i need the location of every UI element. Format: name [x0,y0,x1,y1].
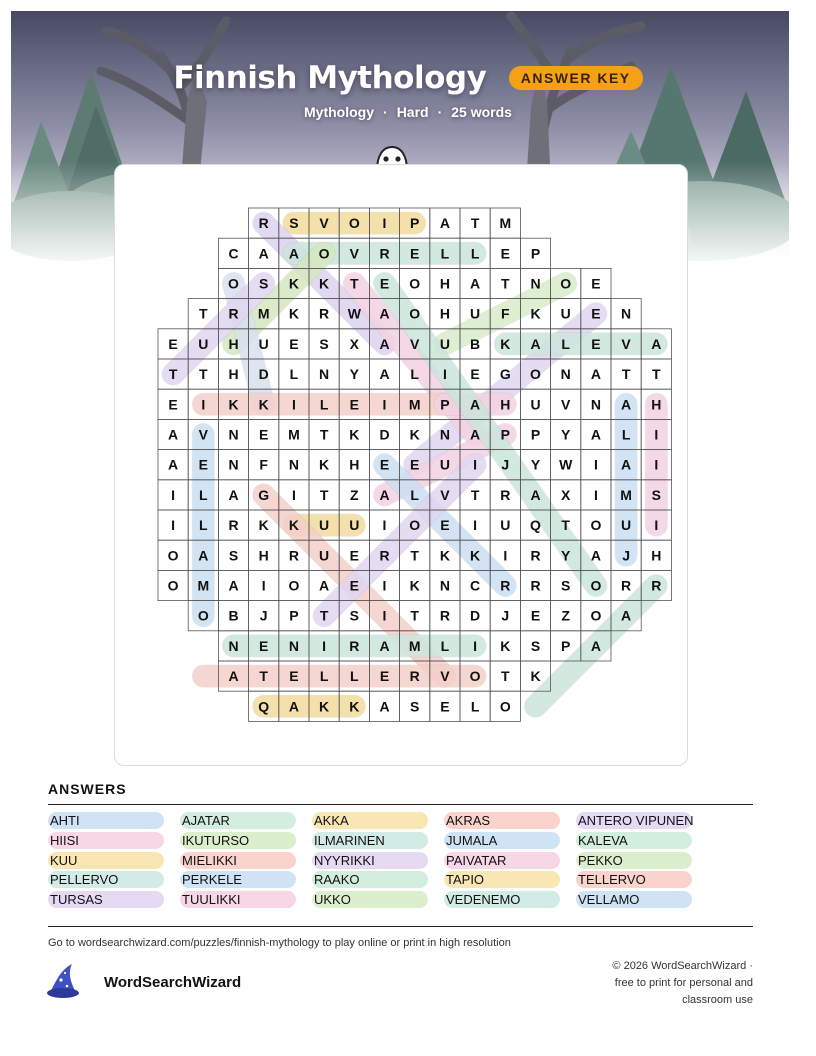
grid-letter: K [228,396,239,413]
answer-word: KUU [48,852,164,869]
answer-key-badge: ANSWER KEY [509,66,643,90]
grid-letter: T [652,366,661,383]
grid-letter: D [379,426,390,443]
grid-letter: E [530,607,541,624]
grid-letter: O [167,577,179,594]
grid-letter: T [501,668,510,685]
title-row [0,60,816,96]
grid-letter: L [621,426,631,443]
grid-letter: V [410,335,420,352]
grid-letter: J [501,607,510,624]
grid-letter: K [319,275,330,292]
grid-letter: E [379,668,390,685]
grid-letter: Z [561,607,570,624]
footer-link-text: Go to wordsearchwizard.com/puzzles/finnish-mythology to play online or print in high resolution [48,937,511,949]
grid-letter: H [349,456,360,473]
grid-letter: H [500,396,511,413]
grid-letter: U [439,456,450,473]
grid-letter: U [198,335,209,352]
grid-letter: E [591,335,601,352]
wizard-hat-icon [46,962,80,1000]
grid-letter: A [288,245,299,262]
grid-letter: E [349,547,359,564]
grid-letter: A [228,486,239,503]
grid-letter: E [591,275,601,292]
grid-letter: A [470,396,481,413]
grid-letter: K [258,517,269,534]
grid-letter: V [561,396,571,413]
grid-letter: K [258,396,269,413]
grid-letter: T [199,305,208,322]
grid-letter: L [410,366,419,383]
grid-letter: H [258,547,269,564]
grid-letter: L [319,396,329,413]
grid-letter: L [199,517,208,534]
grid-letter: R [288,547,299,564]
grid-letter: X [561,486,571,503]
grid-letter: O [590,607,602,624]
grid-letter: K [500,335,511,352]
grid-letter: S [319,335,329,352]
grid-letter: F [259,456,268,473]
grid-letter: A [530,335,541,352]
grid-letter: P [410,215,420,232]
grid-letter: T [199,366,208,383]
grid-letter: L [440,245,450,262]
grid-letter: K [319,456,330,473]
grid-letter: T [621,366,631,383]
grid-letter: F [501,305,510,322]
grid-letter: Y [561,426,571,443]
grid-letter: P [500,426,510,443]
grid-letter: C [228,245,239,262]
answer-word: TUULIKKI [180,891,296,908]
grid-letter: V [198,426,208,443]
grid-letter: W [347,305,361,322]
grid-letter: U [470,305,481,322]
grid-letter: A [470,275,481,292]
grid-letter: L [199,486,208,503]
answer-word: VEDENEMO [444,891,560,908]
grid-letter: E [440,517,450,534]
grid-letter: K [409,426,420,443]
grid-letter: K [319,698,330,715]
grid-letter: M [620,486,632,503]
grid-letter: E [410,456,420,473]
grid-letter: R [409,668,420,685]
grid-letter: K [530,668,541,685]
grid-letter: A [379,486,390,503]
grid-letter: P [289,607,299,624]
copyright-line: © 2026 WordSearchWizard · [612,960,753,972]
grid-letter: U [530,396,541,413]
grid-letter: H [228,335,239,352]
grid-letter: E [259,637,269,654]
grid-letter: X [349,335,359,352]
grid-letter: O [530,366,541,383]
grid-letter: T [319,607,329,624]
grid-letter: K [288,275,299,292]
grid-letter: V [440,668,450,685]
answer-word: PELLERVO [48,871,164,888]
grid-letter: I [473,517,478,534]
grid-letter: L [319,668,329,685]
grid-letter: N [621,305,632,322]
grid-letter: R [349,637,360,654]
grid-letter: N [288,456,299,473]
grid-letter: M [288,426,300,443]
answer-word: TURSAS [48,891,164,908]
grid-letter: K [349,698,360,715]
grid-letter: E [198,456,208,473]
answer-word: MIELIKKI [180,852,296,869]
grid-letter: R [530,547,541,564]
answers-divider [48,804,753,805]
grid-letter: G [258,486,270,503]
answer-word: JUMALA [444,832,560,849]
grid-letter: U [621,517,632,534]
grid-letter: A [258,245,269,262]
grid-letter: E [500,245,510,262]
grid-letter: I [171,486,176,503]
grid-letter: M [408,396,421,413]
answer-word: AHTI [48,812,164,829]
grid-letter: P [440,396,450,413]
grid-letter: S [561,577,571,594]
grid-letter: M [257,305,270,322]
grid-letter: K [409,577,420,594]
separator-dot: · [437,104,443,120]
answer-word: PEKKO [576,852,692,869]
grid-letter: T [501,275,510,292]
grid-letter: J [259,607,268,624]
grid-letter: B [228,607,239,624]
grid-letter: A [439,215,450,232]
grid-letter: T [561,517,570,534]
grid-letter: I [322,637,327,654]
grid-letter: N [560,366,571,383]
answer-word: RAAKO [312,871,428,888]
grid-letter: Y [530,456,541,473]
grid-letter: A [228,577,239,594]
answer-word: TELLERVO [576,871,692,888]
grid-letter: R [500,486,511,503]
grid-letter: A [621,607,632,624]
grid-letter: R [258,215,269,232]
grid-letter: I [593,456,598,473]
grid-letter: M [197,577,210,594]
grid-letter: R [621,577,632,594]
grid-letter: S [651,486,661,503]
grid-letter: I [382,517,387,534]
grid-letter: L [561,335,570,352]
grid-letter: W [559,456,573,473]
grid-letter: K [470,547,481,564]
grid-letter: O [318,245,330,262]
word-search-grid [115,165,687,765]
grid-letter: R [379,245,390,262]
grid-letter: E [168,396,178,413]
grid-letter: C [470,577,481,594]
category-label: Mythology [304,104,375,120]
grid-letter: Z [350,486,359,503]
grid-letter: E [259,426,269,443]
grid-letter: O [228,275,239,292]
grid-letter: I [291,396,296,413]
grid-letter: A [590,547,601,564]
answer-word: HIISI [48,832,164,849]
grid-letter: D [258,366,269,383]
grid-letter: A [168,426,179,443]
grid-letter: R [228,517,239,534]
answer-word: VELLAMO [576,891,692,908]
grid-letter: L [410,486,419,503]
grid-letter: O [348,215,360,232]
copyright-line: classroom use [682,994,753,1006]
grid-letter: T [168,366,178,383]
grid-letter: K [288,517,299,534]
page-title: Finnish Mythology [173,60,487,96]
answer-word: AKRAS [444,812,560,829]
grid-letter: O [590,577,602,594]
grid-letter: K [439,547,450,564]
grid-letter: T [410,607,419,624]
grid-letter: A [530,486,541,503]
grid-letter: O [560,275,572,292]
grid-letter: H [439,275,450,292]
grid-letter: V [349,245,359,262]
grid-letter: I [654,456,659,473]
grid-letter: U [258,335,269,352]
grid-letter: L [440,637,450,654]
grid-letter: A [379,698,390,715]
grid-letter: R [228,305,239,322]
grid-letter: O [288,577,300,594]
grid-letter: Q [258,698,270,715]
grid-letter: I [593,486,598,503]
grid-letter: E [410,245,420,262]
grid-letter: I [261,577,266,594]
grid-letter: O [409,517,421,534]
grid-letter: A [621,396,632,413]
grid-letter: A [379,335,390,352]
grid-letter: I [473,456,478,473]
grid-letter: I [654,426,659,443]
grid-letter: R [530,577,541,594]
grid-letter: V [319,215,329,232]
grid-letter: R [319,305,330,322]
grid-letter: A [379,637,390,654]
puzzle-card [114,164,688,766]
separator-dot: · [383,104,388,120]
grid-letter: K [530,305,541,322]
grid-letter: A [590,366,601,383]
grid-letter: S [259,275,269,292]
answer-word: AKKA [312,812,428,829]
grid-letter: I [382,215,387,232]
grid-letter: I [382,577,387,594]
grid-letter: A [379,366,390,383]
grid-letter: S [228,547,239,564]
grid-letter: L [289,366,299,383]
grid-letter: P [530,245,541,262]
grid-letter: S [410,698,420,715]
grid-letter: A [651,335,662,352]
answer-word: TAPIO [444,871,560,888]
grid-letter: G [499,366,511,383]
grid-letter: E [591,305,601,322]
grid-letter: Y [561,547,571,564]
grid-letter: T [470,486,480,503]
grid-letter: I [201,396,206,413]
grid-letter: E [379,275,390,292]
copyright-text [553,958,753,1009]
grid-letter: U [560,305,571,322]
grid-letter: Y [349,366,359,383]
grid-letter: E [289,335,299,352]
brand-name: WordSearchWizard [104,974,242,991]
answer-word: NYYRIKKI [312,852,428,869]
answer-word: UKKO [312,891,428,908]
grid-letter: E [289,668,299,685]
grid-letter: N [319,366,330,383]
grid-letter: T [470,215,480,232]
grid-letter: I [291,486,296,503]
grid-letter: R [651,577,662,594]
grid-letter: T [259,668,268,685]
grid-letter: O [197,607,209,624]
grid-letter: K [349,426,360,443]
grid-letter: I [473,637,478,654]
grid-letter: A [168,456,179,473]
grid-letter: R [500,577,511,594]
puzzle-meta [0,104,816,120]
answer-word: PERKELE [180,871,296,888]
grid-letter: O [590,517,602,534]
grid-letter: I [503,547,508,564]
grid-letter: O [167,547,179,564]
grid-letter: A [590,637,601,654]
grid-letter: O [409,305,421,322]
grid-letter: N [288,637,299,654]
grid-letter: E [470,366,480,383]
grid-letter: S [289,215,299,232]
grid-letter: K [288,305,299,322]
grid-letter: I [654,517,659,534]
grid-letter: V [440,486,450,503]
difficulty-label: Hard [396,104,429,120]
grid-letter: P [561,637,571,654]
grid-letter: K [500,637,511,654]
grid-letter: U [349,517,360,534]
grid-letter: E [379,456,390,473]
grid-letter: I [382,607,387,624]
answer-word: IKUTURSO [180,832,296,849]
grid-letter: U [500,517,511,534]
grid-letter: T [410,547,419,564]
grid-letter: A [590,426,601,443]
grid-letter: U [319,547,330,564]
grid-letter: E [440,698,450,715]
grid-letter: E [349,396,359,413]
grid-letter: T [319,486,329,503]
grid-letter: N [228,456,239,473]
answer-word: AJATAR [180,812,296,829]
grid-letter: A [621,456,632,473]
grid-letter: A [288,698,299,715]
grid-letter: R [379,547,390,564]
footer-divider [48,926,753,927]
grid-letter: H [651,396,662,413]
answer-word: ANTERO VIPUNEN [578,813,694,828]
answers-heading: ANSWERS [48,781,127,797]
grid-letter: H [439,305,450,322]
grid-letter: N [228,426,239,443]
grid-letter: Q [530,517,541,534]
grid-letter: S [349,607,359,624]
grid-letter: M [499,215,512,232]
grid-letter: I [171,517,176,534]
grid-letter: O [499,698,511,715]
grid-letter: N [228,637,239,654]
grid-letter: H [651,547,662,564]
grid-letter: L [350,668,359,685]
grid-letter: U [439,335,450,352]
grid-letter: N [530,275,541,292]
grid-letter: O [409,275,421,292]
grid-letter: T [350,275,359,292]
answer-word: PAIVATAR [444,852,560,869]
grid-letter: O [469,668,481,685]
grid-letter: V [621,335,631,352]
grid-letter: I [382,396,387,413]
answer-word: ILMARINEN [312,832,428,849]
grid-letter: I [442,366,447,383]
grid-letter: N [439,577,450,594]
answer-word: KALEVA [576,832,692,849]
copyright-line: free to print for personal and [614,977,753,989]
grid-letter: A [379,305,390,322]
grid-letter: U [319,517,330,534]
grid-letter: M [408,637,421,654]
grid-letter: E [168,335,178,352]
grid-letter: R [439,607,450,624]
grid-letter: D [470,607,481,624]
grid-letter: S [530,637,541,654]
cell-layer [158,208,671,721]
grid-letter: L [470,245,480,262]
grid-letter: P [530,426,541,443]
grid-letter: T [319,426,329,443]
grid-letter: A [319,577,330,594]
word-count-label: 25 words [451,104,512,120]
grid-letter: N [590,396,601,413]
grid-letter: H [228,366,239,383]
grid-letter: N [439,426,450,443]
grid-letter: L [470,698,480,715]
grid-letter: J [622,547,630,564]
grid-letter: A [198,547,209,564]
grid-letter: E [349,577,359,594]
grid-letter: J [501,456,510,473]
grid-letter: A [228,668,239,685]
grid-letter: A [470,426,481,443]
grid-letter: B [470,335,481,352]
